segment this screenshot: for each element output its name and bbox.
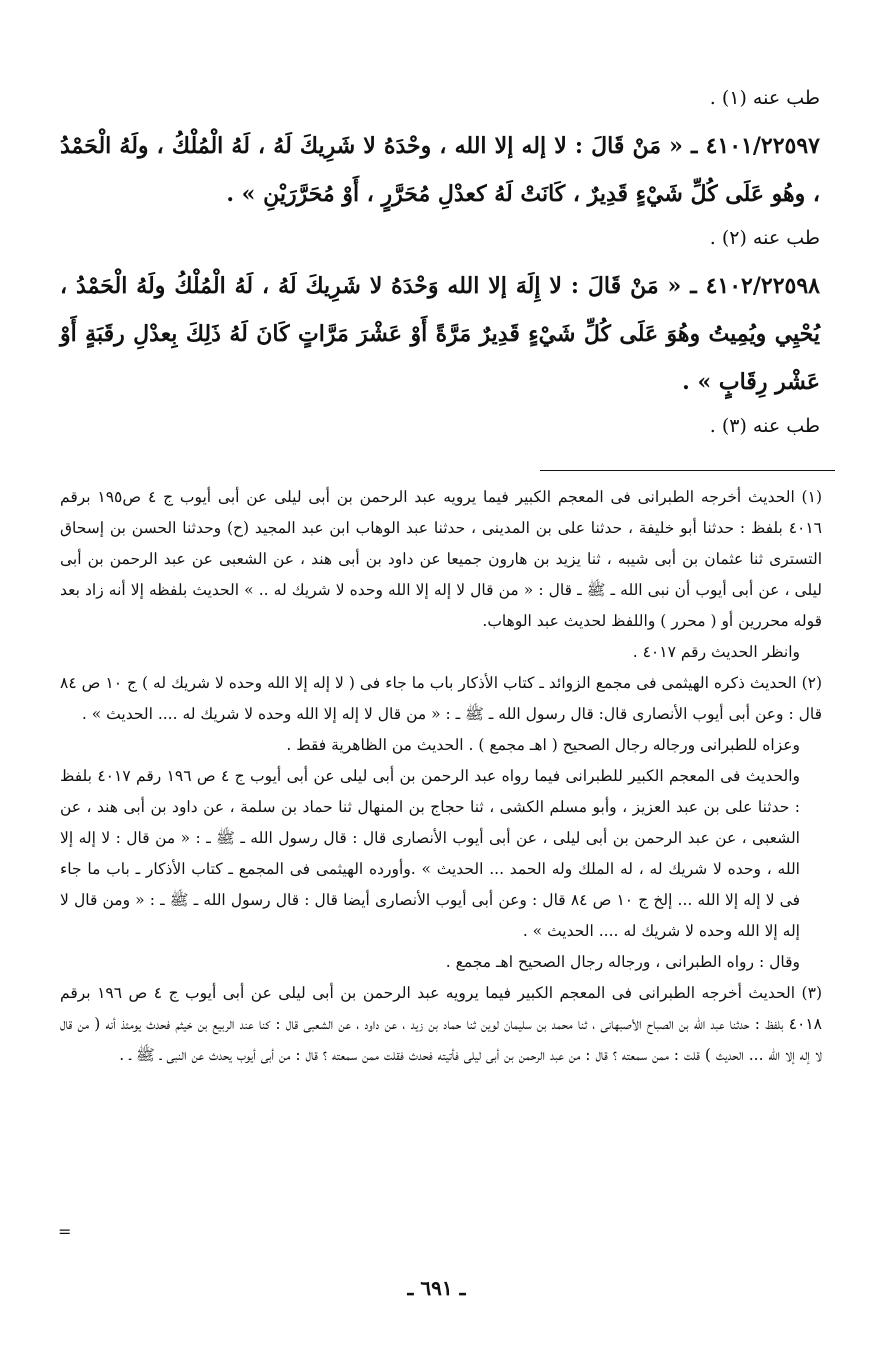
continuation-mark: = — [58, 1222, 72, 1241]
footnote-1: (١) الحديث أخرجه الطبرانى فى المعجم الكبير فيما يرويه عبد الرحمن بن أبى ليلى عن أبى أيوب ج ٤ ص١٩٥ برقم ٤٠١٦ بلفظ : حدثنا أبو خليفة ، حدثنا على بن المدينى ، حدثنا عبد الوهاب ابن عبد المجيد (ح) وحدثنا الحسن بن إسحاق التسترى ثنا عثمان بن أبى شيبه ، ثنا يزيد بن هارون جميعا عن داود بن أبى هند ، عن الشعبى عن عبد الرحمن بن أبى ليلى ، عن أبى أيوب أن نبى الله ـ ﷺ ـ قال : « من قال لا إله إلا الله وحده لا شريك له .. » الحديث بلفظه إلا أنه زاد بعد قوله محررين أو ( محرر ) واللفظ لحديث عبد الوهاب. — [60, 488, 822, 630]
main-text — [60, 78, 820, 450]
hadith-4101: ٤١٠١/٢٢٥٩٧ ـ « مَنْ قَالَ : لا إله إلا الله ، وحْدَهُ لا شَرِيكَ لَهُ ، لَهُ الْمُلْكُ ، ولَهُ الْحَمْدُ ، وهُو عَلَى كُلِّ شَيْءٍ قَدِيرٌ ، كَانَتْ لَهُ كعدْلِ مُحَرَّرٍ ، أَوْ مُحَرَّرَيْنِ » . — [60, 133, 820, 207]
footnotes — [60, 482, 822, 1071]
footnote-2-note: وقال : رواه الطبرانى ، ورجاله رجال الصحيح اهـ مجمع . — [445, 953, 800, 971]
footnote-1-see-also: وانظر الحديث رقم ٤٠١٧ . — [632, 643, 800, 661]
footnote-separator — [540, 470, 835, 471]
footnote-2-attribution: وعزاه للطبرانى ورجاله رجال الصحيح ( اهـ مجمع ) . الحديث من الظاهرية فقط . — [286, 736, 800, 754]
source-ref-2: طب عنه (٢) . — [709, 227, 820, 249]
source-ref-3: طب عنه (٣) . — [709, 415, 820, 437]
page-number: ـ ٦٩١ ـ — [407, 1276, 466, 1300]
footnote-2-detail: والحديث فى المعجم الكبير للطبرانى فيما رواه عبد الرحمن بن أبى ليلى عن أبى أيوب ج ٤ ص ١٩٦ رقم ٤٠١٧ بلفظ : حدثنا على بن عبد العزيز ، وأبو مسلم الكشى ، ثنا حجاج بن المنهال ثنا حماد بن سلمة ، عن داود بن أبى هند ، عن الشعبى ، عن عبد الرحمن بن أبى ليلى ، عن أبى أيوب الأنصارى قال : قال رسول الله ـ ﷺ ـ : « من قال : لا إله إلا الله ، وحده لا شريك له ، له الملك وله الحمد ... الحديث » .وأورده الهيثمى فى المجمع ـ كتاب الأذكار ـ باب ما جاء فى لا إله إلا الله ... إلخ ج ١٠ ص ٨٤ قال : وعن أبى أيوب الأنصارى أيضا قال : قال رسول الله ـ ﷺ ـ : « ومن قال لا إله إلا الله وحده لا شريك له .... الحديث » . — [60, 767, 801, 940]
footnote-3: (٣) الحديث أخرجه الطبرانى فى المعجم الكبير فيما يرويه عبد الرحمن بن أبى ليلى عن أبى أيوب ج ٤ ص ١٩٦ برقم ٤٠١٨ بلفظ : حدثنا عبد الله بن الصباح الأصبهانى ، ثنا محمد بن سليمان لوين ثنا حماد بن زيد ، عن داود ، عن الشعبى قال : كنا عند الربيع بن خيثم فحدث يومئذ أنه ( من قال لا إله إلا الله ... الحديث ) قلت : ممن سمعته ؟ قال : من عبد الرحمن بن أبى ليلى فأتيته فحدث فقلت ممن سمعته ؟ قال : من أبى أيوب يحدث عن النبى ـ ﷺ ـ . — [60, 984, 822, 1064]
footnote-2: (٢) الحديث ذكره الهيثمى فى مجمع الزوائد ـ كتاب الأذكار باب ما جاء فى ( لا إله إلا الله وحده لا شريك له ) ج ١٠ ص ٨٤ قال : وعن أبى أيوب الأنصارى قال: قال رسول الله ـ ﷺ ـ : « من قال لا إله إلا الله وحده لا شريك له .... الحديث » . — [60, 674, 823, 723]
source-ref-1: طب عنه (١) . — [709, 87, 820, 109]
hadith-4102: ٤١٠٢/٢٢٥٩٨ ـ « مَنْ قَالَ : لا إِلَهَ إلا الله وَحْدَهُ لا شَرِيكَ لَهُ ، لَهُ الْمُلْكُ ولَهُ الْحَمْدُ ، يُحْيِي ويُمِيتُ وهُوَ عَلَى كُلِّ شَيْءٍ قَدِيرٌ مَرَّةً أَوْ عَشْرَ مَرَّاتٍ كَانَ لَهُ ذَلِكَ بِعدْلِ رقَبَةٍ أَوْ عَشْر رِقَابٍ » . — [60, 273, 820, 395]
